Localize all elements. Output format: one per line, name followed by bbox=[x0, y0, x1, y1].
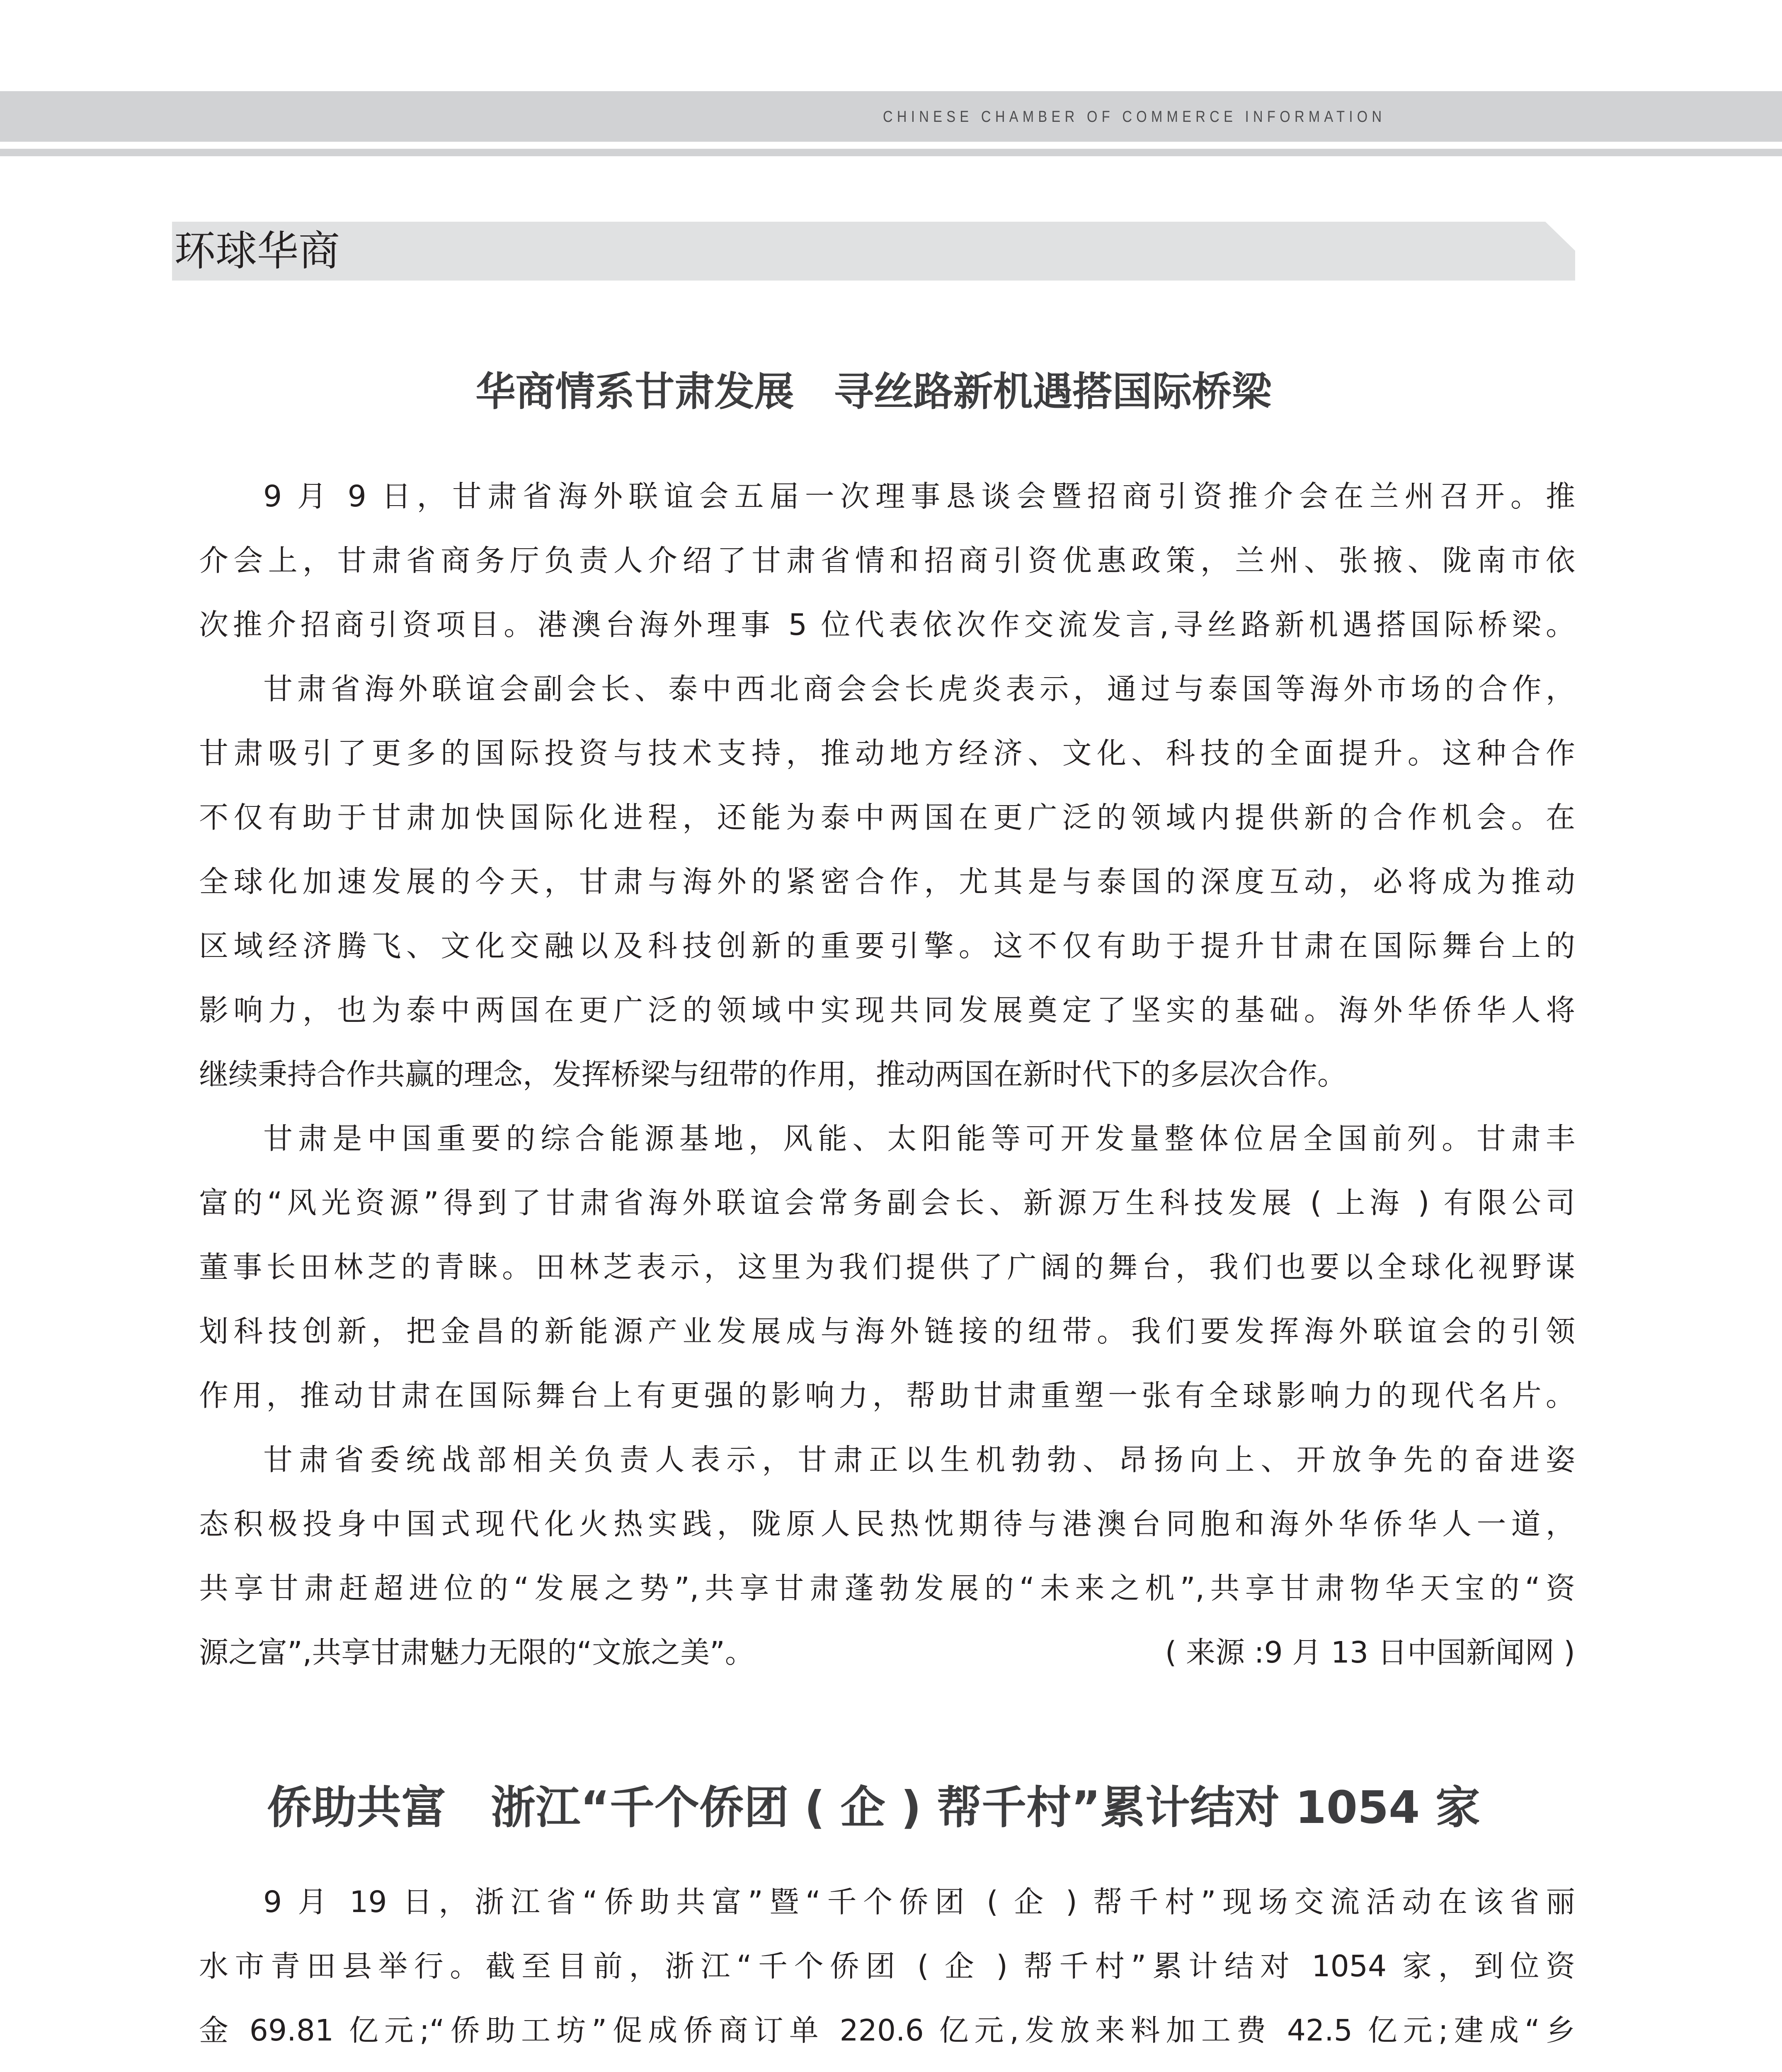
paragraph-line: 水市青田县举行。截至目前，浙江“千个侨团 ( 企 ) 帮千村”累计结对 1054 家，到位资 bbox=[199, 1949, 1575, 1983]
paragraph-line: 态积极投身中国式现代化火热实践，陇原人民热忱期待与港澳台同胞和海外华侨华人一道， bbox=[199, 1507, 1575, 1541]
paragraph-line: 区域经济腾飞、文化交融以及科技创新的重要引擎。这不仅有助于提升甘肃在国际舞台上的 bbox=[199, 929, 1575, 963]
paragraph-line: 9 月 19 日，浙江省“侨助共富”暨“千个侨团 ( 企 ) 帮千村”现场交流活动在该省丽 bbox=[263, 1885, 1575, 1919]
paragraph-line: 富的“风光资源”得到了甘肃省海外联谊会常务副会长、新源万生科技发展 ( 上海 ) 有限公司 bbox=[199, 1186, 1575, 1220]
article-2-title: 侨助共富 浙江“千个侨团 ( 企 ) 帮千村”累计结对 1054 家 bbox=[267, 1782, 1480, 1834]
paragraph-line: 甘肃吸引了更多的国际投资与技术支持，推动地方经济、文化、科技的全面提升。这种合作 bbox=[199, 736, 1575, 770]
paragraph-line: 不仅有助于甘肃加快国际化进程，还能为泰中两国在更广泛的领域内提供新的合作机会。在 bbox=[199, 800, 1575, 835]
paragraph-line: 全球化加速发展的今天，甘肃与海外的紧密合作，尤其是与泰国的深度互动，必将成为推动 bbox=[199, 864, 1575, 899]
section-band bbox=[172, 222, 1575, 281]
paragraph-line: 董事长田林芝的青睐。田林芝表示，这里为我们提供了广阔的舞台，我们也要以全球化视野谋 bbox=[199, 1250, 1575, 1284]
paragraph-line: 影响力，也为泰中两国在更广泛的领域中实现共同发展奠定了坚实的基础。海外华侨华人将 bbox=[199, 993, 1575, 1027]
paragraph-line: 9 月 9 日，甘肃省海外联谊会五届一次理事恳谈会暨招商引资推介会在兰州召开。推 bbox=[263, 479, 1575, 513]
paragraph-line: 甘肃省委统战部相关负责人表示，甘肃正以生机勃勃、昂扬向上、开放争先的奋进姿 bbox=[263, 1443, 1575, 1477]
paragraph-line: 继续秉持合作共赢的理念，发挥桥梁与纽带的作用，推动两国在新时代下的多层次合作。 bbox=[199, 1057, 1347, 1092]
paragraph-line: 金 69.81 亿元;“侨助工坊”促成侨商订单 220.6 亿元,发放来料加工费 42.5 亿元;建成“乡 bbox=[199, 2013, 1575, 2048]
paragraph-line: 源之富”,共享甘肃魅力无限的“文旅之美”。 bbox=[199, 1635, 754, 1670]
paragraph-line: 介会上，甘肃省商务厅负责人介绍了甘肃省情和招商引资优惠政策，兰州、张掖、陇南市依 bbox=[199, 543, 1575, 578]
article-2-body bbox=[199, 1881, 1575, 2072]
header-rule bbox=[0, 149, 1782, 156]
paragraph-line: 甘肃省海外联谊会副会长、泰中西北商会会长虎炎表示，通过与泰国等海外市场的合作， bbox=[263, 672, 1575, 706]
source-credit: ( 来源 :9 月 13 日中国新闻网 ) bbox=[1165, 1635, 1575, 1670]
article-1-body bbox=[199, 476, 1575, 1696]
running-title: CHINESE CHAMBER OF COMMERCE INFORMATION bbox=[883, 108, 1386, 126]
section-label: 环球华商 bbox=[174, 227, 340, 275]
paragraph-line: 共享甘肃赶超进位的“发展之势”,共享甘肃蓬勃发展的“未来之机”,共享甘肃物华天宝的“资 bbox=[199, 1571, 1575, 1605]
paragraph-line: 划科技创新，把金昌的新能源产业发展成与海外链接的纽带。我们要发挥海外联谊会的引领 bbox=[199, 1314, 1575, 1348]
paragraph-line-with-source bbox=[199, 1632, 1575, 1696]
paragraph-line: 甘肃是中国重要的综合能源基地，风能、太阳能等可开发量整体位居全国前列。甘肃丰 bbox=[263, 1121, 1575, 1156]
article-1-title: 华商情系甘肃发展 寻丝路新机遇搭国际桥梁 bbox=[475, 368, 1272, 415]
paragraph-line: 次推介招商引资项目。港澳台海外理事 5 位代表依次作交流发言,寻丝路新机遇搭国际桥梁。 bbox=[199, 608, 1575, 642]
paragraph-line: 作用，推动甘肃在国际舞台上有更强的影响力，帮助甘肃重塑一张有全球影响力的现代名片。 bbox=[199, 1378, 1575, 1413]
